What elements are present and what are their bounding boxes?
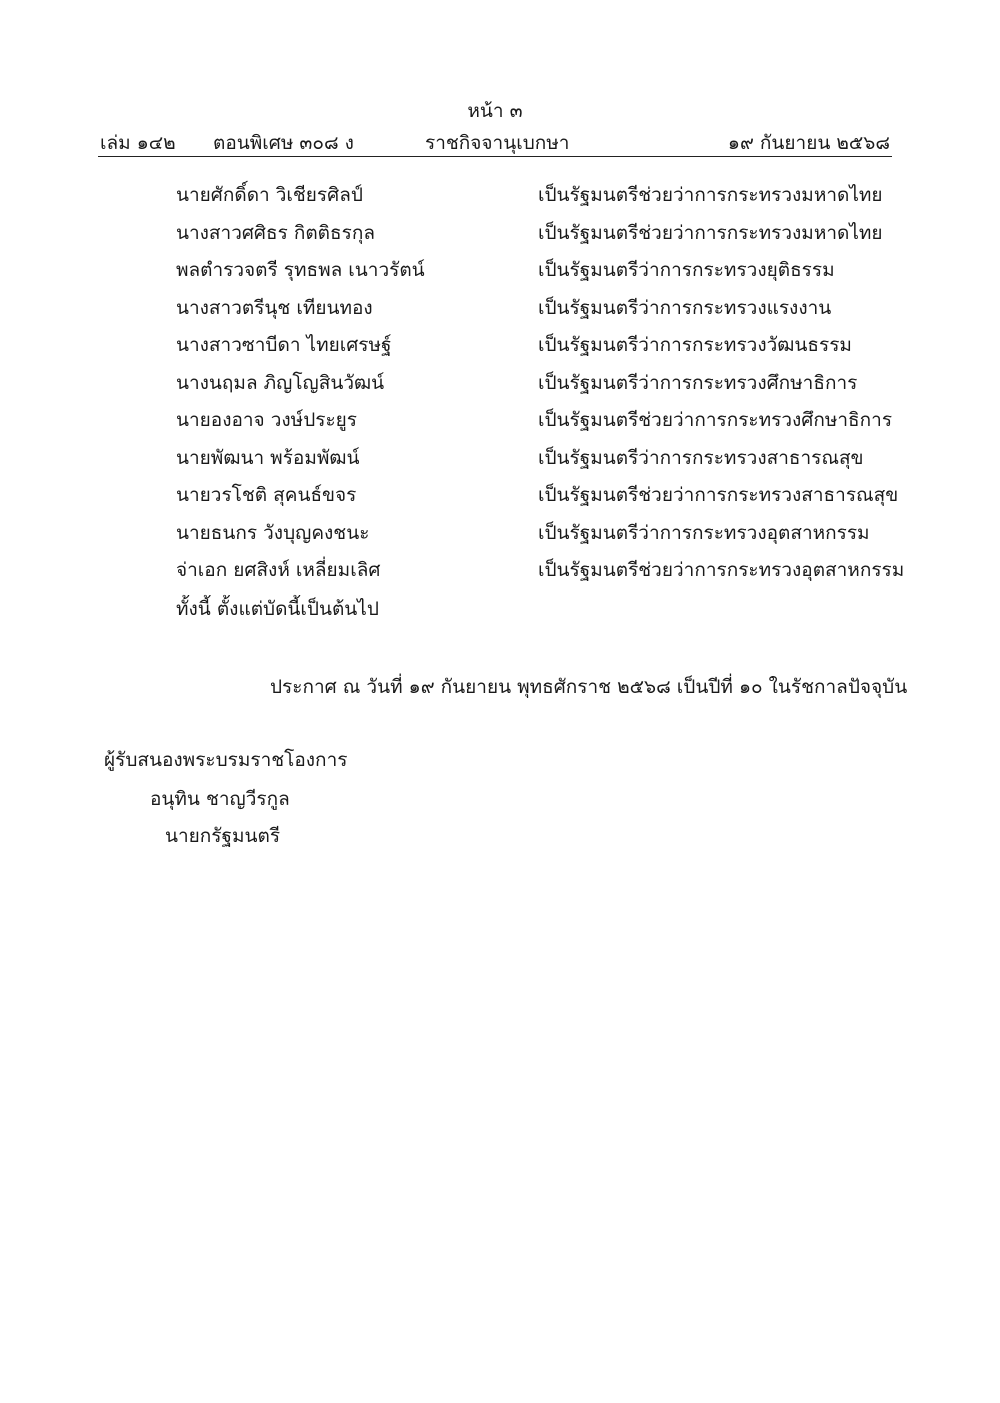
appointment-row — [0, 480, 1000, 518]
header-section: ราชกิจจานุเบกษา — [425, 132, 570, 154]
header-divider — [98, 156, 892, 157]
appointee-position: เป็นรัฐมนตรีว่าการกระทรวงยุติธรรม — [538, 259, 835, 281]
appointee-name: นางสาวศศิธร กิตติธรกุล — [176, 221, 375, 244]
appointee-name: นางสาวซาบีดา ไทยเศรษฐ์ — [176, 334, 392, 356]
appointee-name: นายวรโชติ สุคนธ์ขจร — [176, 484, 357, 506]
appointee-position: เป็นรัฐมนตรีว่าการกระทรวงแรงงาน — [538, 296, 832, 319]
appointment-list — [0, 180, 1000, 593]
effective-clause: ทั้งนี้ ตั้งแต่บัดนี้เป็นต้นไป — [176, 598, 379, 620]
countersign-label: ผู้รับสนองพระบรมราชโองการ — [104, 749, 348, 771]
appointee-position: เป็นรัฐมนตรีช่วยว่าการกระทรวงอุตสาหกรรม — [538, 559, 905, 581]
header-volume: เล่ม ๑๔๒ — [100, 132, 176, 154]
appointee-name: นางนฤมล ภิญโญสินวัฒน์ — [176, 371, 385, 394]
appointment-row — [0, 180, 1000, 218]
appointee-name: จ่าเอก ยศสิงห์ เหลี่ยมเลิศ — [176, 559, 381, 581]
appointee-position: เป็นรัฐมนตรีช่วยว่าการกระทรวงศึกษาธิการ — [538, 409, 893, 431]
appointee-name: นายองอาจ วงษ์ประยูร — [176, 409, 358, 431]
appointment-row — [0, 255, 1000, 293]
appointment-row — [0, 330, 1000, 368]
appointee-name: นางสาวตรีนุช เทียนทอง — [176, 296, 373, 319]
appointment-row — [0, 518, 1000, 556]
appointment-row — [0, 555, 1000, 593]
header-date: ๑๙ กันยายน ๒๕๖๘ — [727, 132, 890, 154]
appointee-name: นายพัฒนา พร้อมพัฒน์ — [176, 446, 360, 469]
gazette-header — [100, 128, 890, 154]
appointment-row — [0, 293, 1000, 331]
page-number: หน้า ๓ — [467, 100, 523, 122]
appointee-name: พลตำรวจตรี รุทธพล เนาวรัตน์ — [176, 259, 425, 281]
appointee-position: เป็นรัฐมนตรีช่วยว่าการกระทรวงมหาดไทย — [538, 184, 883, 206]
appointment-row — [0, 405, 1000, 443]
appointee-name: นายศักดิ์ดา วิเชียรศิลป์ — [176, 184, 363, 206]
appointment-row — [0, 443, 1000, 481]
appointee-position: เป็นรัฐมนตรีช่วยว่าการกระทรวงสาธารณสุข — [538, 484, 899, 506]
appointment-row — [0, 368, 1000, 406]
signer-name: อนุทิน ชาญวีรกูล — [150, 788, 290, 810]
appointee-position: เป็นรัฐมนตรีว่าการกระทรวงวัฒนธรรม — [538, 334, 852, 356]
appointee-position: เป็นรัฐมนตรีว่าการกระทรวงอุตสาหกรรม — [538, 521, 870, 544]
appointment-row — [0, 218, 1000, 256]
proclamation-line: ประกาศ ณ วันที่ ๑๙ กันยายน พุทธศักราช ๒๕๖๘ เป็นปีที่ ๑๐ ในรัชกาลปัจจุบัน — [270, 676, 908, 698]
appointee-position: เป็นรัฐมนตรีช่วยว่าการกระทรวงมหาดไทย — [538, 221, 883, 244]
appointee-position: เป็นรัฐมนตรีว่าการกระทรวงสาธารณสุข — [538, 446, 864, 469]
header-issue: ตอนพิเศษ ๓๐๘ ง — [213, 132, 354, 154]
appointee-position: เป็นรัฐมนตรีว่าการกระทรวงศึกษาธิการ — [538, 371, 858, 394]
appointee-name: นายธนกร วังบุญคงชนะ — [176, 521, 370, 544]
signer-title: นายกรัฐมนตรี — [165, 825, 281, 847]
